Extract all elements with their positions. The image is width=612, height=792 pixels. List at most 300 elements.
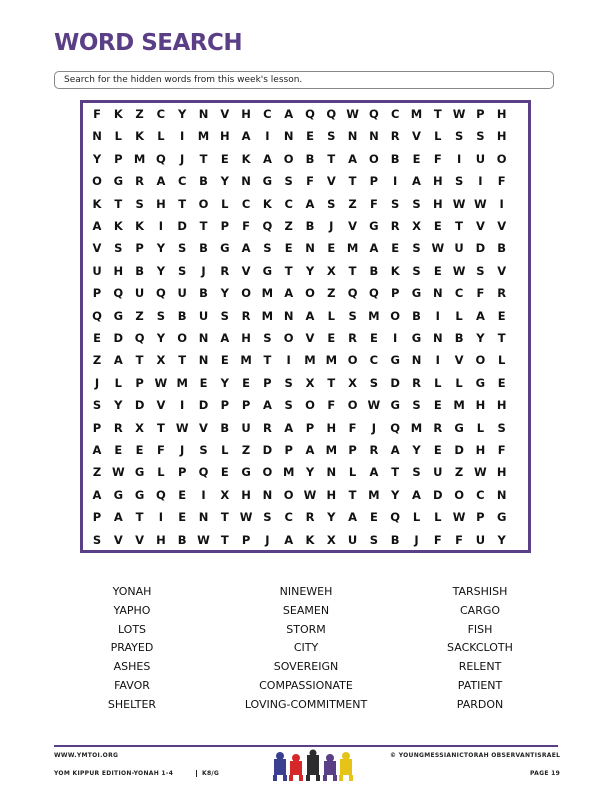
grid-letter: T <box>327 375 336 390</box>
grid-letter: I <box>265 129 270 144</box>
grid-letter: P <box>220 398 230 413</box>
grid-letter: I <box>435 353 440 368</box>
grid-letter: P <box>476 510 485 525</box>
grid-letter: R <box>433 420 443 435</box>
grid-letter: V <box>220 107 230 121</box>
grid-letter: L <box>348 465 357 480</box>
grid-letter: L <box>434 510 442 525</box>
grid-letter: H <box>496 107 507 121</box>
grid-letter: I <box>180 398 185 413</box>
grid-letter: V <box>497 263 507 278</box>
grid-letter: C <box>156 107 166 121</box>
grid-letter: G <box>496 510 507 525</box>
grid-letter: Z <box>241 443 251 457</box>
grid-letter: T <box>348 263 357 278</box>
grid-letter: Q <box>156 151 166 166</box>
grid-letter: J <box>414 532 419 547</box>
grid-letter: S <box>135 196 144 211</box>
grid-letter: Q <box>156 286 166 301</box>
grid-letter: Q <box>369 286 379 301</box>
grid-letter: A <box>241 241 251 256</box>
grid-letter: B <box>199 241 208 256</box>
grid-letter: E <box>369 510 378 525</box>
grid-letter: L <box>455 375 463 390</box>
grid-letter: M <box>325 443 338 457</box>
grid-letter: I <box>478 174 483 189</box>
grid-letter: O <box>241 286 251 301</box>
grid-letter: F <box>348 420 357 435</box>
grid-letter: E <box>220 465 229 480</box>
grid-letter: H <box>326 420 337 435</box>
grid-letter: S <box>476 129 485 144</box>
grid-letter: L <box>498 353 506 368</box>
grid-letter: O <box>262 465 273 480</box>
grid-letter: E <box>306 129 314 144</box>
grid-letter: W <box>474 196 487 211</box>
grid-letter: Q <box>113 286 124 301</box>
word-list-item: SOVEREIGN <box>273 660 339 674</box>
grid-letter: W <box>367 398 381 413</box>
footer-website: WWW.YMTOI.ORG <box>54 752 119 759</box>
grid-letter: A <box>284 286 294 301</box>
grid-letter: P <box>348 443 357 457</box>
grid-letter: A <box>220 331 230 345</box>
grid-letter: W <box>452 263 466 278</box>
grid-letter: E <box>327 331 336 345</box>
grid-letter: D <box>475 241 486 256</box>
grid-letter: Z <box>135 107 144 121</box>
grid-letter: D <box>198 398 209 413</box>
grid-letter: J <box>329 219 334 233</box>
grid-letter: O <box>92 174 102 189</box>
grid-letter: E <box>242 375 251 390</box>
grid-letter: G <box>369 219 379 233</box>
grid-letter: C <box>263 107 272 121</box>
grid-letter: E <box>497 375 506 390</box>
grid-letter: Y <box>156 331 166 345</box>
grid-letter: Y <box>156 263 166 278</box>
grid-letter: A <box>284 420 294 435</box>
logo-figure-1 <box>273 752 287 781</box>
grid-letter: Y <box>391 487 400 502</box>
grid-letter: Y <box>114 398 123 413</box>
grid-letter: A <box>113 510 123 525</box>
word-list-item: FISH <box>467 622 493 636</box>
grid-letter: N <box>369 129 379 144</box>
grid-letter: A <box>92 219 102 233</box>
word-list-item: LOVING-COMMITMENT <box>244 697 368 711</box>
grid-letter: O <box>283 487 294 502</box>
grid-letter: I <box>158 510 164 525</box>
grid-letter: Z <box>284 219 293 233</box>
word-list-item: RELENT <box>458 660 502 674</box>
grid-letter: K <box>305 532 315 547</box>
grid-letter: Y <box>220 375 229 390</box>
grid-letter: M <box>325 353 338 368</box>
grid-letter: V <box>348 219 358 233</box>
grid-letter: M <box>240 353 252 368</box>
grid-letter: T <box>220 532 229 547</box>
grid-letter: F <box>497 174 506 189</box>
word-list-item: PARDON <box>456 697 504 711</box>
grid-letter: D <box>433 487 443 502</box>
grid-letter: X <box>305 375 315 390</box>
grid-letter: M <box>368 308 380 323</box>
grid-letter: Q <box>92 308 102 323</box>
grid-letter: C <box>476 487 485 502</box>
grid-letter: S <box>327 196 336 211</box>
grid-letter: R <box>390 219 400 233</box>
grid-letter: S <box>412 196 421 211</box>
grid-letter: P <box>92 286 102 301</box>
grid-letter: Y <box>156 241 166 256</box>
grid-letter: I <box>180 129 185 144</box>
grid-letter: W <box>111 465 125 480</box>
grid-letter: B <box>135 263 144 278</box>
grid-letter: X <box>412 219 421 233</box>
grid-letter: L <box>455 308 463 323</box>
grid-letter: W <box>154 375 168 390</box>
grid-letter: P <box>369 174 379 189</box>
grid-letter: A <box>348 510 358 525</box>
grid-letter: R <box>220 263 230 278</box>
grid-letter: A <box>113 353 123 368</box>
grid-letter: B <box>390 151 400 166</box>
grid-letter: T <box>433 107 442 121</box>
grid-letter: Z <box>92 465 102 480</box>
grid-letter: S <box>156 308 166 323</box>
grid-letter: S <box>348 308 357 323</box>
grid-letter: B <box>220 420 230 435</box>
logo-figure-4 <box>323 754 337 781</box>
word-list-item: LOTS <box>117 622 147 636</box>
grid-letter: G <box>262 263 273 278</box>
logo-figure-2 <box>289 754 303 781</box>
grid-letter: B <box>369 263 379 278</box>
grid-letter: C <box>454 286 464 301</box>
word-list-item: CARGO <box>459 603 501 617</box>
grid-letter: A <box>348 151 358 166</box>
word-list-item: SEAMEN <box>282 603 330 617</box>
grid-letter: S <box>178 263 187 278</box>
grid-letter: G <box>241 465 251 480</box>
grid-letter: D <box>177 219 187 233</box>
grid-letter: K <box>135 129 145 144</box>
grid-letter: P <box>263 375 272 390</box>
grid-letter: Y <box>305 465 315 480</box>
grid-letter: J <box>94 375 100 390</box>
grid-letter: S <box>263 331 272 345</box>
grid-letter: E <box>220 151 229 166</box>
grid-letter: H <box>241 331 251 345</box>
grid-letter: W <box>239 510 253 525</box>
grid-letter: N <box>198 353 209 368</box>
word-list-item: CITY <box>293 641 319 655</box>
word-list-item: YAPHO <box>113 603 151 617</box>
grid-letter: L <box>434 375 442 390</box>
grid-letter: M <box>261 308 274 323</box>
grid-letter: D <box>262 443 273 457</box>
grid-letter: M <box>453 398 465 413</box>
grid-letter: T <box>199 219 208 233</box>
grid-letter: S <box>284 398 293 413</box>
grid-letter: L <box>412 510 421 525</box>
grid-letter: U <box>177 286 187 301</box>
grid-letter: B <box>199 174 208 189</box>
word-list-item: NINEWEH <box>279 585 333 598</box>
grid-letter: S <box>412 241 421 256</box>
grid-letter: G <box>134 487 145 502</box>
grid-letter: F <box>93 107 101 121</box>
grid-letter: E <box>433 443 442 457</box>
grid-letter: H <box>241 487 251 502</box>
grid-letter: B <box>305 219 315 233</box>
grid-letter: U <box>134 286 145 301</box>
grid-letter: Y <box>178 107 187 121</box>
footer-divider <box>54 745 558 747</box>
grid-letter: Q <box>326 107 337 121</box>
grid-letter: I <box>435 308 440 323</box>
grid-letter: Q <box>134 331 145 345</box>
grid-letter: O <box>390 308 401 323</box>
grid-letter: T <box>455 219 464 233</box>
grid-letter: V <box>156 398 166 413</box>
grid-letter: A <box>284 532 294 547</box>
grid-letter: K <box>113 219 123 233</box>
grid-letter: L <box>157 129 165 144</box>
grid-letter: F <box>433 532 442 547</box>
grid-letter: I <box>286 353 291 368</box>
grid-letter: V <box>199 420 208 435</box>
grid-letter: E <box>135 443 144 457</box>
grid-letter: E <box>327 241 336 256</box>
grid-letter: U <box>92 263 102 278</box>
word-list-item: STORM <box>286 622 326 636</box>
grid-letter: G <box>134 465 145 480</box>
grid-letter: N <box>432 286 443 301</box>
grid-letter: L <box>327 308 335 323</box>
grid-letter: K <box>92 196 102 211</box>
grid-letter: F <box>327 398 336 413</box>
grid-letter: S <box>369 375 379 390</box>
grid-letter: Y <box>476 331 485 345</box>
grid-letter: A <box>156 174 166 189</box>
grid-letter: G <box>113 174 124 189</box>
grid-letter: I <box>393 331 398 345</box>
grid-letter: I <box>393 174 398 189</box>
grid-letter: E <box>433 398 442 413</box>
grid-letter: S <box>263 241 272 256</box>
grid-letter: U <box>475 151 486 166</box>
grid-letter: X <box>326 263 336 278</box>
grid-letter: Q <box>390 420 401 435</box>
grid-letter: W <box>452 196 466 211</box>
grid-letter: T <box>263 353 272 368</box>
grid-letter: O <box>305 398 315 413</box>
grid-letter: N <box>411 353 422 368</box>
grid-letter: A <box>241 129 251 144</box>
grid-letter: P <box>476 107 485 121</box>
grid-letter: K <box>135 219 145 233</box>
grid-letter: B <box>177 532 187 547</box>
grid-letter: T <box>327 151 336 166</box>
grid-letter: C <box>284 510 293 525</box>
grid-letter: T <box>391 465 400 480</box>
grid-letter: U <box>454 241 464 256</box>
grid-letter: H <box>496 465 507 480</box>
grid-letter: S <box>114 241 123 256</box>
grid-letter: L <box>434 129 442 144</box>
grid-letter: A <box>92 487 102 502</box>
grid-letter: R <box>369 443 379 457</box>
grid-letter: R <box>113 420 123 435</box>
grid-letter: R <box>497 286 507 301</box>
grid-letter: Q <box>305 107 315 121</box>
grid-letter: E <box>178 510 187 525</box>
grid-letter: Y <box>497 532 506 547</box>
grid-letter: E <box>433 219 442 233</box>
grid-letter: H <box>156 532 166 547</box>
grid-letter: A <box>92 443 102 457</box>
grid-letter: F <box>369 196 378 211</box>
grid-letter: A <box>369 241 379 256</box>
grid-letter: F <box>455 532 464 547</box>
grid-letter: T <box>284 263 293 278</box>
grid-letter: M <box>346 241 359 256</box>
grid-letter: A <box>305 443 315 457</box>
grid-letter: G <box>113 487 124 502</box>
word-list-item: COMPASSIONATE <box>259 679 353 692</box>
grid-letter: P <box>284 443 293 457</box>
grid-letter: H <box>432 196 443 211</box>
grid-letter: G <box>262 174 273 189</box>
grid-letter: N <box>496 487 507 502</box>
grid-letter: S <box>476 263 485 278</box>
grid-letter: W <box>303 487 317 502</box>
grid-letter: C <box>177 174 187 189</box>
grid-letter: D <box>390 375 400 390</box>
grid-letter: F <box>476 286 485 301</box>
word-list-item: FAVOR <box>114 679 150 692</box>
word-list-item: PATIENT <box>457 679 503 692</box>
grid-letter: T <box>114 196 123 211</box>
grid-letter: F <box>156 443 165 457</box>
grid-letter: S <box>220 308 229 323</box>
grid-letter: E <box>93 331 101 345</box>
grid-letter: R <box>390 129 400 144</box>
grid-letter: A <box>305 196 315 211</box>
grid-letter: O <box>305 286 315 301</box>
grid-letter: Q <box>369 107 379 121</box>
grid-letter: P <box>114 151 123 166</box>
grid-letter: O <box>496 151 507 166</box>
grid-letter: A <box>369 465 379 480</box>
grid-letter: T <box>156 420 165 435</box>
grid-letter: J <box>371 420 377 435</box>
grid-letter: N <box>198 107 209 121</box>
grid-letter: M <box>304 353 316 368</box>
grid-letter: H <box>496 398 507 413</box>
grid-letter: N <box>283 129 294 144</box>
grid-letter: S <box>284 174 293 189</box>
grid-letter: U <box>475 532 486 547</box>
grid-letter: N <box>283 308 294 323</box>
grid-letter: V <box>475 219 485 233</box>
grid-letter: F <box>433 151 442 166</box>
grid-letter: U <box>241 420 251 435</box>
grid-letter: I <box>158 219 164 233</box>
grid-letter: V <box>135 532 145 547</box>
logo-figures-icon <box>268 749 358 783</box>
grid-letter: C <box>284 196 293 211</box>
grid-letter: E <box>497 308 506 323</box>
grid-letter: E <box>178 487 187 502</box>
word-search-grid <box>80 100 531 553</box>
grid-letter: K <box>262 196 272 211</box>
grid-letter: O <box>369 151 379 166</box>
grid-letter: D <box>454 443 464 457</box>
grid-letter: B <box>454 331 464 345</box>
grid-letter: P <box>241 398 251 413</box>
grid-letter: A <box>262 398 272 413</box>
grid-letter: M <box>368 487 380 502</box>
grid-letter: B <box>199 286 208 301</box>
grid-letter: C <box>369 353 379 368</box>
grid-letter: L <box>114 129 122 144</box>
grid-letter: P <box>177 465 187 480</box>
grid-letter: P <box>220 219 230 233</box>
grid-letter: S <box>92 398 102 413</box>
grid-letter: L <box>221 196 229 211</box>
grid-letter: M <box>410 107 423 121</box>
grid-letter: C <box>241 196 251 211</box>
grid-letter: R <box>135 174 145 189</box>
grid-letter: B <box>305 151 315 166</box>
grid-letter: N <box>432 331 443 345</box>
grid-letter: T <box>220 510 229 525</box>
word-list-item: PRAYED <box>110 641 154 655</box>
grid-letter: Y <box>92 151 102 166</box>
grid-letter: C <box>390 107 400 121</box>
grid-letter: Y <box>220 286 229 301</box>
grid-letter: W <box>431 241 445 256</box>
grid-letter: A <box>412 487 421 502</box>
grid-letter: E <box>199 375 208 390</box>
grid-letter: O <box>283 151 294 166</box>
grid-letter: S <box>412 465 421 480</box>
grid-letter: O <box>347 353 358 368</box>
footer-page-number: PAGE 19 <box>530 770 561 777</box>
grid-letter: O <box>347 398 358 413</box>
grid-letter: V <box>412 129 421 144</box>
grid-letter: Y <box>220 174 229 189</box>
grid-letter: N <box>347 129 358 144</box>
grid-letter: A <box>475 308 485 323</box>
footer-grade: K8/G <box>196 770 219 777</box>
grid-letter: H <box>241 107 251 121</box>
grid-letter: E <box>220 353 229 368</box>
grid-letter: V <box>454 353 464 368</box>
grid-letter: W <box>175 420 189 435</box>
grid-letter: A <box>284 107 294 121</box>
grid-letter: N <box>198 331 209 345</box>
grid-letter: X <box>326 532 336 547</box>
grid-letter: G <box>113 308 124 323</box>
grid-letter: I <box>201 487 206 502</box>
grid-letter: S <box>178 241 187 256</box>
grid-letter: O <box>198 196 209 211</box>
logo-figure-3 <box>306 750 320 782</box>
